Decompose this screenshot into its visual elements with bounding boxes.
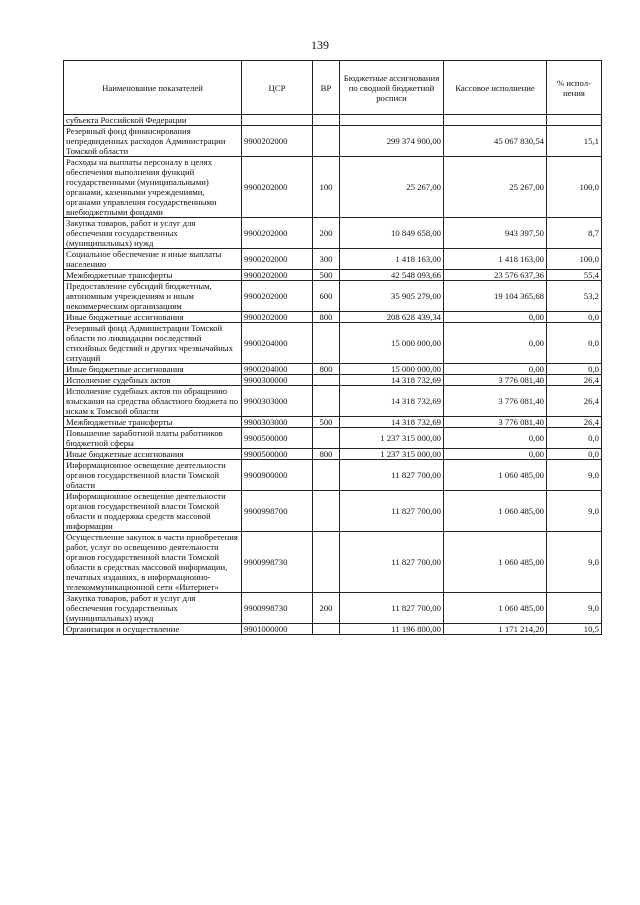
row-percent: 100,0	[547, 157, 602, 218]
table-row	[64, 428, 602, 449]
table-row	[64, 218, 602, 249]
header-csr: ЦСР	[242, 61, 313, 115]
row-vr: 800	[313, 364, 340, 375]
row-csr: 9900204000	[242, 323, 313, 364]
row-vr	[313, 386, 340, 417]
row-vr	[313, 115, 340, 126]
row-vr	[313, 126, 340, 157]
table-row	[64, 491, 602, 532]
table-row	[64, 375, 602, 386]
row-allocation: 14 318 732,69	[340, 386, 444, 417]
row-allocation: 42 548 093,66	[340, 270, 444, 281]
row-name: Информационное освещение деятельности органов государственной власти Томской области	[64, 460, 242, 491]
row-execution: 45 067 830,54	[444, 126, 547, 157]
table-row	[64, 624, 602, 635]
row-execution: 1 171 214,20	[444, 624, 547, 635]
row-vr	[313, 323, 340, 364]
row-allocation: 15 000 000,00	[340, 364, 444, 375]
row-percent: 0,0	[547, 364, 602, 375]
row-execution: 1 060 485,00	[444, 532, 547, 593]
row-allocation: 1 237 315 000,00	[340, 449, 444, 460]
table-row	[64, 460, 602, 491]
row-vr: 100	[313, 157, 340, 218]
row-execution: 1 060 485,00	[444, 593, 547, 624]
table-row	[64, 593, 602, 624]
row-allocation: 1 418 163,00	[340, 249, 444, 270]
row-name: Расходы на выплаты персоналу в целях обеспечения выполнения функций государственными (муниципальными) органами, казенными учреждениями, органами управления государственными внебюджетными фондами	[64, 157, 242, 218]
row-vr	[313, 460, 340, 491]
row-execution: 23 576 637,36	[444, 270, 547, 281]
table-row	[64, 157, 602, 218]
row-csr: 9900998700	[242, 491, 313, 532]
row-name: Повышение заработной платы работников бюджетной сферы	[64, 428, 242, 449]
row-percent: 0,0	[547, 428, 602, 449]
row-name: Закупка товаров, работ и услуг для обеспечения государственных (муниципальных) нужд	[64, 218, 242, 249]
row-allocation: 35 905 279,00	[340, 281, 444, 312]
row-name: Предоставление субсидий бюджетным, автономным учреждениям и иным некоммерческим организациям	[64, 281, 242, 312]
row-percent: 10,5	[547, 624, 602, 635]
row-csr: 9900300000	[242, 375, 313, 386]
row-execution: 0,00	[444, 428, 547, 449]
table-row	[64, 270, 602, 281]
row-execution: 0,00	[444, 323, 547, 364]
row-execution: 1 060 485,00	[444, 491, 547, 532]
row-name: Социальное обеспечение и иные выплаты населению	[64, 249, 242, 270]
table-row	[64, 323, 602, 364]
row-vr: 800	[313, 449, 340, 460]
row-csr: 9900303000	[242, 386, 313, 417]
row-percent: 15,1	[547, 126, 602, 157]
row-percent: 8,7	[547, 218, 602, 249]
header-vr: ВР	[313, 61, 340, 115]
row-csr	[242, 115, 313, 126]
row-csr: 9900998730	[242, 593, 313, 624]
row-csr: 9900204000	[242, 364, 313, 375]
row-name: Информационное освещение деятельности органов государственной власти Томской области и поддержка средств массовой информации	[64, 491, 242, 532]
row-name: Иные бюджетные ассигнования	[64, 449, 242, 460]
row-name: Резервный фонд финансирования непредвиденных расходов Администрации Томской области	[64, 126, 242, 157]
row-vr	[313, 624, 340, 635]
row-vr: 200	[313, 593, 340, 624]
row-percent: 53,2	[547, 281, 602, 312]
row-vr: 500	[313, 270, 340, 281]
row-csr: 9900202000	[242, 281, 313, 312]
row-csr: 9900998730	[242, 532, 313, 593]
row-percent: 9,0	[547, 460, 602, 491]
row-execution: 0,00	[444, 312, 547, 323]
row-allocation: 1 237 315 000,00	[340, 428, 444, 449]
header-percent: % испол- нения	[547, 61, 602, 115]
row-percent: 26,4	[547, 386, 602, 417]
row-execution	[444, 115, 547, 126]
row-execution: 943 397,50	[444, 218, 547, 249]
row-execution: 25 267,00	[444, 157, 547, 218]
row-allocation: 11 827 700,00	[340, 593, 444, 624]
row-percent: 9,0	[547, 593, 602, 624]
row-name: Организация и осуществление	[64, 624, 242, 635]
row-allocation: 10 849 658,00	[340, 218, 444, 249]
row-name: Межбюджетные трансферты	[64, 417, 242, 428]
row-csr: 9900202000	[242, 312, 313, 323]
row-allocation: 11 196 800,00	[340, 624, 444, 635]
row-csr: 9900202000	[242, 157, 313, 218]
row-allocation: 208 628 439,34	[340, 312, 444, 323]
row-execution: 0,00	[444, 449, 547, 460]
row-name: Исполнение судебных актов по обращению взыскания на средства областного бюджета по искам к Томской области	[64, 386, 242, 417]
row-execution: 19 104 365,68	[444, 281, 547, 312]
row-vr: 800	[313, 312, 340, 323]
header-allocation: Бюджетные ассигнования по сводной бюджетной росписи	[340, 61, 444, 115]
row-execution: 3 776 081,40	[444, 386, 547, 417]
row-vr: 200	[313, 218, 340, 249]
row-allocation: 14 318 732,69	[340, 375, 444, 386]
row-execution: 1 060 485,00	[444, 460, 547, 491]
row-csr: 9900500000	[242, 428, 313, 449]
header-execution: Кассовое исполнение	[444, 61, 547, 115]
row-allocation: 25 267,00	[340, 157, 444, 218]
row-execution: 3 776 081,40	[444, 375, 547, 386]
row-percent: 26,4	[547, 417, 602, 428]
table-row	[64, 417, 602, 428]
row-vr: 600	[313, 281, 340, 312]
row-allocation	[340, 115, 444, 126]
table-row	[64, 364, 602, 375]
row-percent: 9,0	[547, 532, 602, 593]
page-number: 139	[311, 38, 329, 52]
row-allocation: 11 827 700,00	[340, 532, 444, 593]
table-row	[64, 115, 602, 126]
row-csr: 9900202000	[242, 218, 313, 249]
row-allocation: 11 827 700,00	[340, 491, 444, 532]
budget-execution-table	[63, 60, 602, 635]
row-percent	[547, 115, 602, 126]
row-allocation: 14 318 732,69	[340, 417, 444, 428]
row-csr: 9900900000	[242, 460, 313, 491]
row-name: Межбюджетные трансферты	[64, 270, 242, 281]
row-csr: 9900500000	[242, 449, 313, 460]
row-name: субъекта Российской Федерации	[64, 115, 242, 126]
row-execution: 3 776 081,40	[444, 417, 547, 428]
table-row	[64, 249, 602, 270]
table-row	[64, 312, 602, 323]
row-csr: 9900202000	[242, 126, 313, 157]
row-vr	[313, 375, 340, 386]
row-name: Иные бюджетные ассигнования	[64, 364, 242, 375]
row-allocation: 299 374 900,00	[340, 126, 444, 157]
row-allocation: 15 000 000,00	[340, 323, 444, 364]
row-name: Иные бюджетные ассигнования	[64, 312, 242, 323]
table-row	[64, 386, 602, 417]
table-row	[64, 449, 602, 460]
row-execution: 0,00	[444, 364, 547, 375]
row-csr: 9900202000	[242, 249, 313, 270]
row-percent: 0,0	[547, 449, 602, 460]
row-execution: 1 418 163,00	[444, 249, 547, 270]
row-name: Исполнение судебных актов	[64, 375, 242, 386]
row-name: Закупка товаров, работ и услуг для обеспечения государственных (муниципальных) нужд	[64, 593, 242, 624]
row-allocation: 11 827 700,00	[340, 460, 444, 491]
row-name: Резервный фонд Администрации Томской области по ликвидации последствий стихийных бедствий и других чрезвычайных ситуаций	[64, 323, 242, 364]
row-csr: 9900303000	[242, 417, 313, 428]
row-vr	[313, 532, 340, 593]
row-csr: 9900202000	[242, 270, 313, 281]
row-vr	[313, 491, 340, 532]
row-vr: 500	[313, 417, 340, 428]
header-name: Наименование показателей	[64, 61, 242, 115]
row-percent: 0,0	[547, 312, 602, 323]
row-percent: 26,4	[547, 375, 602, 386]
table-row	[64, 532, 602, 593]
row-vr	[313, 428, 340, 449]
row-percent: 55,4	[547, 270, 602, 281]
row-csr: 9901000000	[242, 624, 313, 635]
row-name: Осуществление закупок в части приобретения работ, услуг по освещению деятельности органов государственной власти Томской области в средствах массовой информации, печатных изданиях, в информационно-телекоммуникационной сети «Интернет»	[64, 532, 242, 593]
row-vr: 300	[313, 249, 340, 270]
row-percent: 9,0	[547, 491, 602, 532]
row-percent: 0,0	[547, 323, 602, 364]
table-row	[64, 281, 602, 312]
row-percent: 100,0	[547, 249, 602, 270]
table-row	[64, 126, 602, 157]
